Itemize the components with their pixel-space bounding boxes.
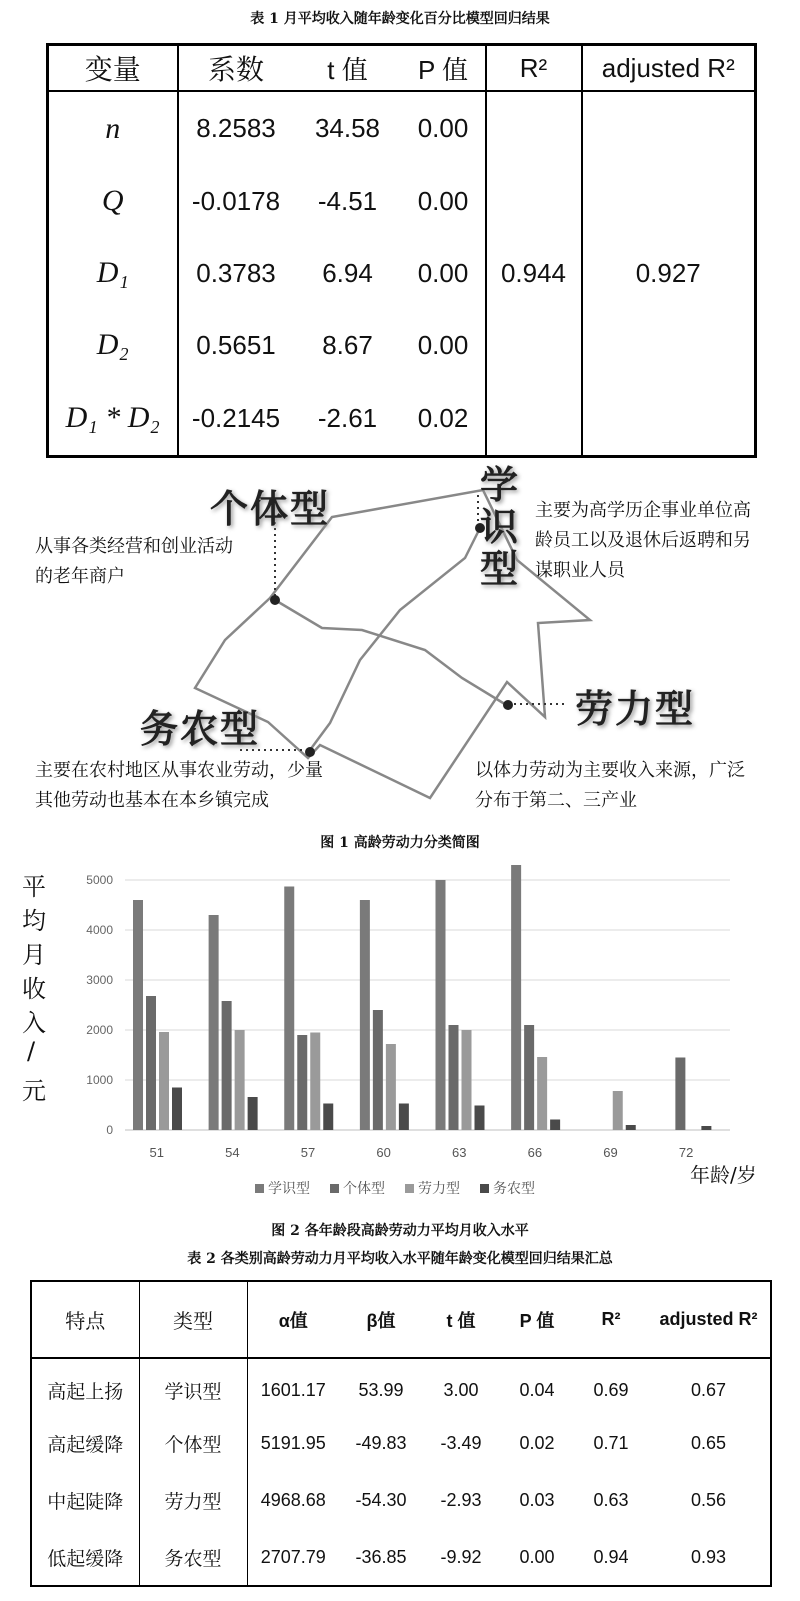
- legend-swatch-务农型: [480, 1184, 489, 1193]
- y-tick-label: 4000: [86, 923, 113, 937]
- x-tick-label: 72: [678, 1145, 694, 1160]
- type-individual-label: 个体型: [210, 486, 331, 531]
- type-labor-label: 劳力型: [575, 686, 696, 731]
- t2-feature: 高起缓降: [31, 1415, 139, 1472]
- t1-t: 6.94: [322, 257, 373, 288]
- bar-个体型-66: [524, 1025, 534, 1130]
- figure2-chart: [0, 855, 800, 1215]
- bar-务农型-66: [550, 1120, 560, 1131]
- desc-educated: 主要为高学历企事业单位高 龄员工以及退休后返聘和另 谋职业人员: [535, 500, 751, 581]
- bar-学识型-60: [360, 900, 370, 1130]
- t2-r2: 0.63: [593, 1490, 629, 1510]
- t1-coef: 0.3783: [178, 237, 294, 309]
- t2-r2: 0.71: [593, 1433, 629, 1453]
- t2-r2: 0.94: [593, 1546, 629, 1567]
- t1-var: n: [48, 91, 178, 165]
- table2: [30, 1280, 772, 1587]
- t1-coef: -0.0178: [178, 165, 294, 237]
- t2-header-adj-r2: adjusted R²: [647, 1281, 771, 1358]
- t1-t: -2.61: [317, 402, 378, 433]
- bar-务农型-51: [172, 1088, 182, 1131]
- t2-header-r2: R²: [575, 1281, 647, 1358]
- t1-var: D₂: [48, 309, 178, 381]
- bar-个体型-57: [297, 1035, 307, 1130]
- bar-劳力型-66: [537, 1057, 547, 1130]
- t2-t: -9.92: [440, 1546, 482, 1567]
- y-tick-label: 2000: [86, 1023, 113, 1037]
- table1-caption: 表 1 月平均收入随年龄变化百分比模型回归结果: [250, 11, 550, 27]
- type-educated-label: 学识型: [480, 462, 519, 591]
- t2-t: -2.93: [440, 1490, 482, 1510]
- y-tick-label: 3000: [86, 973, 113, 987]
- t2-alpha: 2707.79: [260, 1546, 326, 1567]
- legend-swatch-学识型: [255, 1184, 264, 1193]
- bar-chart: [0, 855, 800, 1215]
- table-row: [31, 1472, 771, 1529]
- legend-label: 学识型: [268, 1181, 310, 1197]
- bar-个体型-51: [146, 996, 156, 1130]
- t1-var: D₁ * D₂: [48, 381, 178, 456]
- bar-务农型-63: [475, 1106, 485, 1131]
- t2-beta: -54.30: [355, 1490, 407, 1510]
- bar-劳力型-54: [235, 1030, 245, 1130]
- t1-header-p: P 值: [402, 45, 486, 92]
- bar-学识型-66: [511, 865, 521, 1130]
- y-axis-char: 入: [22, 1009, 46, 1037]
- t2-adj-r2: 0.67: [690, 1379, 727, 1400]
- desc-labor: 以体力劳动为主要收入来源，广泛 分布于第二、三产业: [475, 760, 745, 811]
- y-axis-char: /: [27, 1037, 36, 1065]
- t2-header-beta: β值: [339, 1281, 423, 1358]
- bar-务农型-72: [701, 1126, 711, 1130]
- t2-adj-r2: 0.93: [690, 1546, 727, 1567]
- figure1-caption: 图 1 高龄劳动力分类简图: [320, 835, 480, 851]
- t1-t: 8.67: [322, 329, 373, 360]
- t1-p: 0.00: [402, 237, 486, 309]
- t2-alpha: 5191.95: [260, 1433, 326, 1453]
- t1-var: D₁: [48, 237, 178, 309]
- t2-beta: -36.85: [355, 1546, 407, 1567]
- node-individual: [270, 595, 280, 605]
- t2-type: 个体型: [139, 1415, 247, 1472]
- bar-学识型-57: [284, 887, 294, 1131]
- t1-r2-value: 0.944: [486, 91, 582, 457]
- x-tick-label: 66: [527, 1145, 543, 1160]
- t2-r2: 0.69: [593, 1379, 629, 1400]
- t1-t: 34.58: [314, 113, 381, 144]
- y-axis-char: 收: [22, 975, 46, 1003]
- bar-劳力型-69: [613, 1091, 623, 1130]
- t2-adj-r2: 0.65: [690, 1433, 727, 1453]
- t2-p: 0.00: [519, 1546, 555, 1567]
- table-row: [31, 1529, 771, 1586]
- t1-var: Q: [48, 165, 178, 237]
- y-axis-char: 元: [22, 1077, 46, 1105]
- x-tick-label: 57: [300, 1145, 316, 1160]
- bar-个体型-63: [449, 1025, 459, 1130]
- t2-adj-r2: 0.56: [690, 1490, 727, 1510]
- bar-学识型-63: [436, 880, 446, 1130]
- t1-header-r2: R²: [486, 45, 582, 92]
- bar-个体型-54: [222, 1001, 232, 1130]
- table-row: [48, 91, 756, 165]
- legend-label: 劳力型: [418, 1181, 460, 1197]
- x-axis-title: 年龄/岁: [690, 1163, 757, 1187]
- t2-type: 务农型: [139, 1529, 247, 1586]
- node-labor: [503, 700, 513, 710]
- bar-务农型-54: [248, 1097, 258, 1130]
- t1-header-adj-r2: adjusted R²: [582, 45, 756, 92]
- t2-feature: 低起缓降: [31, 1529, 139, 1586]
- t1-header-coef: 系数: [178, 45, 294, 92]
- t1-header-variable: 变量: [48, 45, 178, 92]
- t1-p: 0.00: [402, 165, 486, 237]
- t1-coef: -0.2145: [178, 381, 294, 456]
- t2-header-feature: 特点: [31, 1281, 139, 1358]
- y-axis-char: 均: [22, 907, 46, 935]
- t2-header-alpha: α值: [247, 1281, 339, 1358]
- legend-label: 务农型: [493, 1181, 535, 1197]
- bar-个体型-72: [675, 1058, 685, 1131]
- x-tick-label: 60: [376, 1145, 391, 1160]
- x-tick-label: 63: [452, 1145, 467, 1160]
- bar-务农型-57: [323, 1104, 333, 1131]
- t2-feature: 中起陡降: [31, 1472, 139, 1529]
- x-tick-label: 51: [149, 1145, 164, 1160]
- y-tick-label: 5000: [86, 873, 113, 887]
- bar-学识型-54: [209, 915, 219, 1130]
- diagram-curve-vertical: [310, 528, 480, 750]
- diagram-curve-horizontal: [275, 600, 508, 706]
- bar-务农型-69: [626, 1125, 636, 1130]
- t2-feature: 高起上扬: [31, 1358, 139, 1415]
- x-tick-label: 54: [225, 1145, 240, 1160]
- t1-p: 0.00: [402, 91, 486, 165]
- t1-coef: 0.5651: [178, 309, 294, 381]
- t2-p: 0.04: [519, 1379, 555, 1400]
- t2-p: 0.02: [519, 1433, 555, 1453]
- table-row: [31, 1358, 771, 1415]
- t2-t: 3.00: [443, 1379, 479, 1400]
- t2-header-t: t 值: [423, 1281, 499, 1358]
- t2-type: 劳力型: [139, 1472, 247, 1529]
- bar-个体型-60: [373, 1010, 383, 1130]
- t1-header-t: t 值: [294, 45, 402, 92]
- table1: [46, 43, 757, 458]
- x-tick-label: 69: [603, 1145, 618, 1160]
- figure2-caption: 图 2 各年龄段高龄劳动力平均月收入水平: [271, 1223, 529, 1239]
- bar-务农型-60: [399, 1104, 409, 1131]
- t2-beta: 53.99: [358, 1379, 404, 1400]
- t2-t: -3.49: [440, 1433, 482, 1453]
- legend-label: 个体型: [343, 1181, 385, 1197]
- bar-劳力型-60: [386, 1044, 396, 1130]
- legend-swatch-劳力型: [405, 1184, 414, 1193]
- t1-adj-r2-value: 0.927: [582, 91, 756, 457]
- bar-劳力型-51: [159, 1032, 169, 1130]
- y-axis-char: 平: [22, 873, 46, 901]
- t2-beta: -49.83: [355, 1433, 407, 1453]
- bar-劳力型-63: [462, 1030, 472, 1130]
- desc-farming: 主要在农村地区从事农业劳动，少量 其他劳动也基本在本乡镇完成: [35, 760, 323, 811]
- table2-caption: 表 2 各类别高龄劳动力月平均收入水平随年龄变化模型回归结果汇总: [187, 1251, 613, 1267]
- bar-劳力型-57: [310, 1033, 320, 1131]
- t2-header-type: 类型: [139, 1281, 247, 1358]
- y-axis-char: 月: [22, 941, 46, 969]
- t2-p: 0.03: [519, 1490, 555, 1510]
- y-tick-label: 0: [106, 1123, 113, 1137]
- t2-header-p: P 值: [499, 1281, 575, 1358]
- figure1-diagram: [0, 460, 800, 820]
- t2-type: 学识型: [139, 1358, 247, 1415]
- type-farming-label: 务农型: [140, 706, 261, 751]
- t2-alpha: 1601.17: [260, 1379, 326, 1400]
- table-row: [31, 1415, 771, 1472]
- desc-individual: 从事各类经营和创业活动 的老年商户: [35, 536, 233, 587]
- t1-coef: 8.2583: [178, 91, 294, 165]
- t1-p: 0.00: [402, 309, 486, 381]
- t1-p: 0.02: [402, 381, 486, 456]
- t1-t: -4.51: [317, 185, 378, 216]
- bar-学识型-51: [133, 900, 143, 1130]
- t2-alpha: 4968.68: [260, 1490, 326, 1510]
- legend-swatch-个体型: [330, 1184, 339, 1193]
- y-tick-label: 1000: [86, 1073, 113, 1087]
